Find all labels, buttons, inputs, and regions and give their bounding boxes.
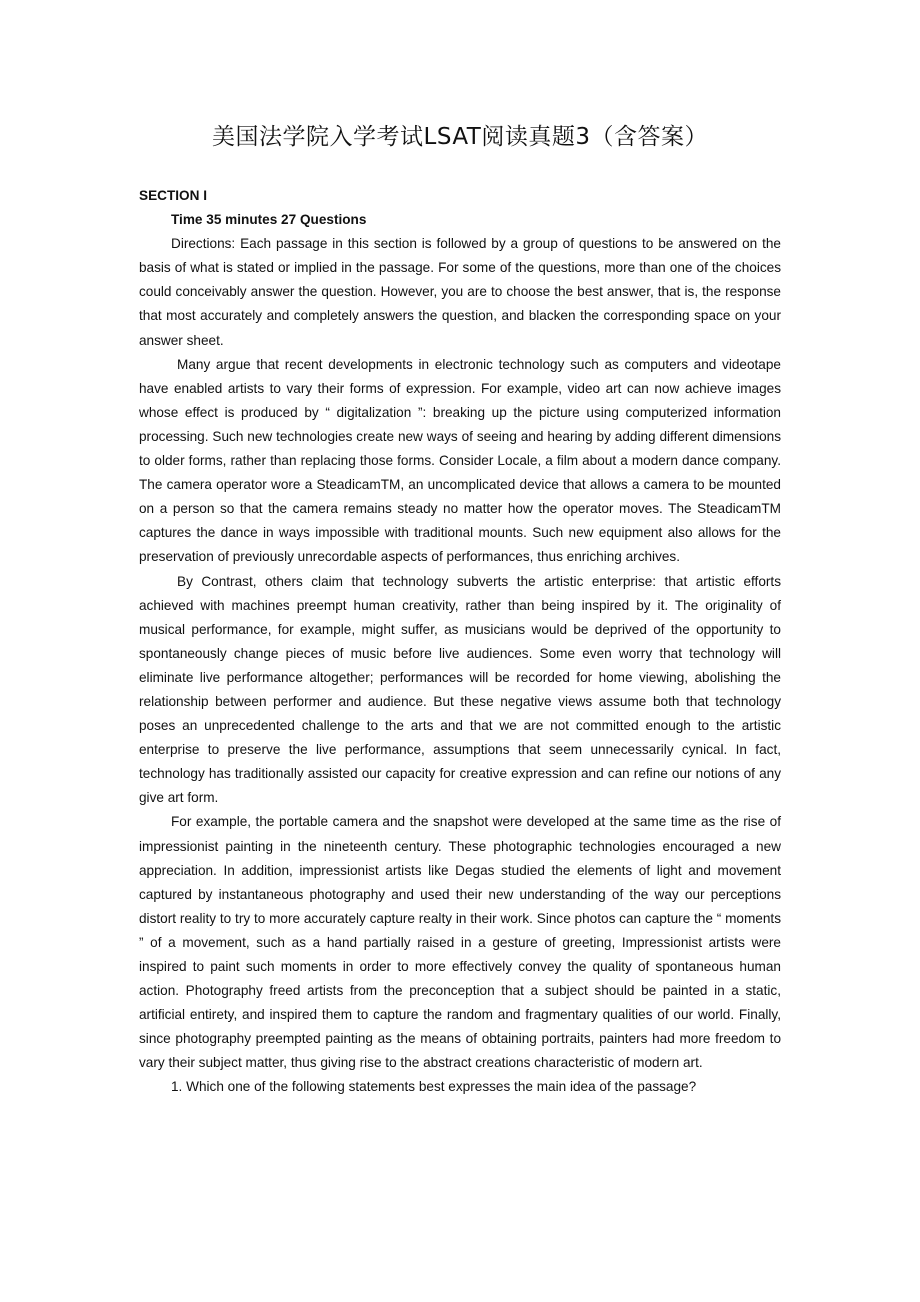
passage-paragraph-2: By Contrast, others claim that technology subverts the artistic enterprise: that artistic efforts achieved with machines preempt human creativity, rather than being inspired by it. The originality of musical performance, for example, might suffer, as musicians would be deprived of the opportunity to spontaneously change pieces of music before live audiences. Some even worry that technology will eliminate live performance altogether; performances will be recorded for home viewing, abolishing the relationship between performer and audience. But these negative views assume both that technology poses an unprecedented challenge to the arts and that we are not committed enough to the artistic enterprise to preserve the live performance, assumptions that seem unnecessarily cynical. In fact, technology has traditionally assisted our capacity for creative expression and can refine our notions of any give art form. [139,573,781,806]
time-limit-line: Time 35 minutes 27 Questions [171,212,367,228]
section-label: SECTION I [139,188,207,203]
directions-paragraph: Directions: Each passage in this section is followed by a group of questions to be answered on the basis of what is stated or implied in the passage. For some of the questions, more than one of the choices could conceivably answer the question. However, you are to choose the best answer, that is, the response that most accurately and completely answers the question, and blacken the corresponding space on your answer sheet. [139,236,781,348]
document-title: 美国法学院入学考试LSAT阅读真题3（含答案） [212,124,708,150]
passage-paragraph-3: For example, the portable camera and the snapshot were developed at the same time as the rise of impressionist painting in the nineteenth century. These photographic technologies encouraged a new appreciation. In addition, impressionist artists like Degas studied the elements of light and movement captured by instantaneous photography and used their new understanding of the way our perceptions distort reality to try to more accurately capture realty in their work. Since photos can capture the “ moments ” of a movement, such as a hand partially raised in a gesture of greeting, Impressionist artists were inspired to paint such moments in order to more effectively convey the quality of spontaneous human action. Photography freed artists from the preconception that a subject should be painted in a static, artificial entirety, and inspired them to capture the random and fragmentary qualities of our world. Finally, since photography preempted painting as the means of obtaining portraits, painters had more freedom to vary their subject matter, thus giving rise to the abstract creations characteristic of modern art. [139,814,781,1071]
passage-paragraph-1: Many argue that recent developments in electronic technology such as computers and videotape have enabled artists to vary their forms of expression. For example, video art can now achieve images whose effect is produced by “ digitalization ”: breaking up the picture using computerized information processing. Such new technologies create new ways of seeing and hearing by adding different dimensions to older forms, rather than replacing those forms. Consider Locale, a film about a modern dance company. The camera operator wore a SteadicamTM, an uncomplicated device that allows a camera to be mounted on a person so that the camera remains steady no matter how the operator moves. The SteadicamTM captures the dance in ways impossible with traditional mounts. Such new equipment also allows for the preservation of previously unrecordable aspects of performances, thus enriching archives. [139,356,781,565]
document-body [139,184,781,1100]
question-1: 1. Which one of the following statements best expresses the main idea of the passage? [171,1079,697,1095]
